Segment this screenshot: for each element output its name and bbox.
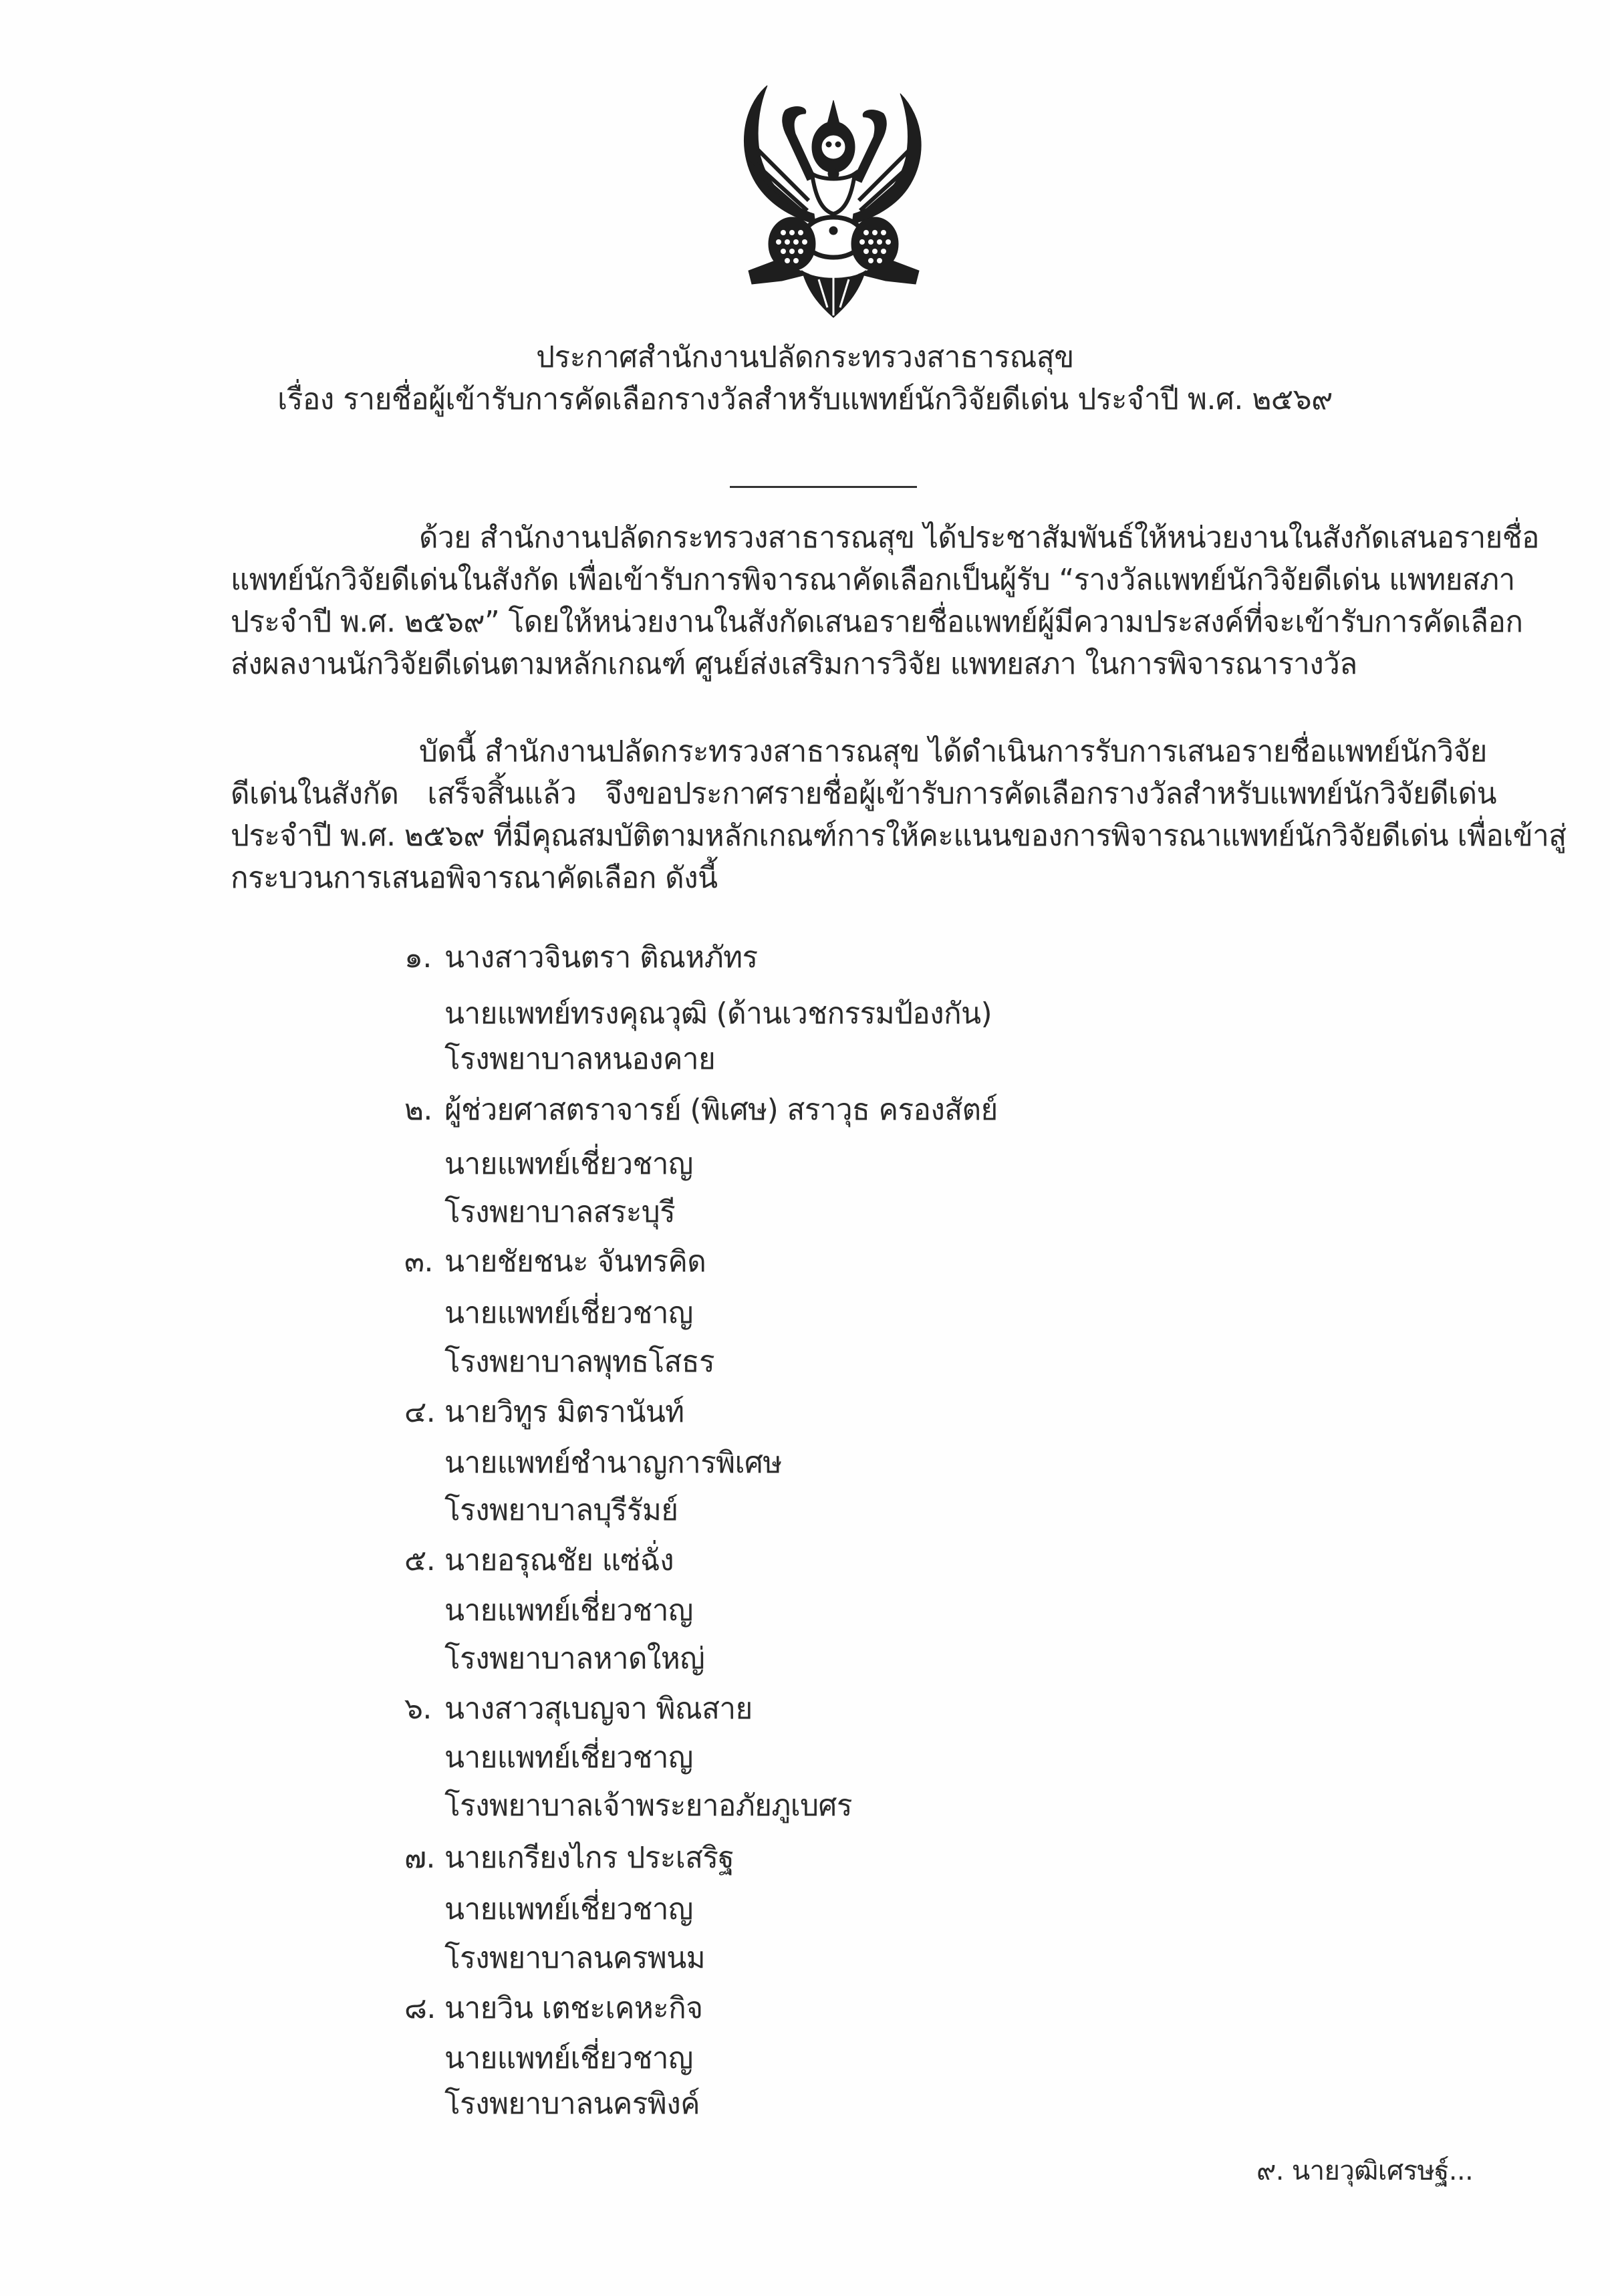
nominee-position: นายแพทย์เชี่ยวชาญ: [444, 2041, 693, 2075]
nominee-number: ๖.: [404, 1692, 432, 1726]
paragraph-line: บัดนี้ สำนักงานปลัดกระทรวงสาธารณสุข ได้ดำเนินการรับการเสนอรายชื่อแพทย์นักวิจัย: [419, 735, 1487, 769]
paragraph-line: ประจำปี พ.ศ. ๒๕๖๙” โดยให้หน่วยงานในสังกัดเสนอรายชื่อแพทย์ผู้มีความประสงค์ที่จะเข้ารับการคัดเลือก: [231, 605, 1523, 639]
paragraph-line: ส่งผลงานนักวิจัยดีเด่นตามหลักเกณฑ์ ศูนย์ส่งเสริมการวิจัย แพทยสภา ในการพิจารณารางวัล: [231, 647, 1357, 681]
garuda-emblem-icon: [728, 80, 939, 321]
nominee-name-line: [404, 1689, 753, 1729]
nominee-name-line: [404, 1392, 684, 1432]
nominee-hospital: โรงพยาบาลหนองคาย: [444, 1042, 716, 1076]
announcement-title: ประกาศสำนักงานปลัดกระทรวงสาธารณสุข: [536, 340, 1074, 374]
nominee-number: ๘.: [404, 1991, 436, 2025]
paragraph-line: แพทย์นักวิจัยดีเด่นในสังกัด เพื่อเข้ารับการพิจารณาคัดเลือกเป็นผู้รับ “รางวัลแพทย์นักวิจัยดีเด่น แพทยสภา: [231, 563, 1515, 597]
nominee-name-line: [404, 1242, 706, 1282]
paragraph-line: กระบวนการเสนอพิจารณาคัดเลือก ดังนี้: [231, 861, 718, 895]
nominee-name: นายวิน เตชะเคหะกิจ: [444, 1991, 703, 2025]
nominee-number: ๑.: [404, 940, 432, 975]
nominee-position: นายแพทย์ชำนาญการพิเศษ: [444, 1446, 782, 1480]
nominee-hospital: โรงพยาบาลเจ้าพระยาอภัยภูเบศร: [444, 1789, 852, 1823]
paragraph-line: ดีเด่นในสังกัด เสร็จสิ้นแล้ว จึงขอประกาศรายชื่อผู้เข้ารับการคัดเลือกรางวัลสำหรับแพทย์นักวิจัยดีเด่น: [231, 777, 1496, 811]
paragraph-line: ด้วย สำนักงานปลัดกระทรวงสาธารณสุข ได้ประชาสัมพันธ์ให้หน่วยงานในสังกัดเสนอรายชื่อ: [419, 521, 1539, 555]
nominee-name-line: [404, 938, 758, 978]
nominee-position: นายแพทย์เชี่ยวชาญ: [444, 1147, 693, 1181]
continuation-note: ๙. นายวุฒิเศรษฐ์...: [1256, 2156, 1474, 2186]
nominee-hospital: โรงพยาบาลนครพิงค์: [444, 2087, 700, 2121]
nominee-number: ๕.: [404, 1543, 436, 1577]
nominee-name: นายวิทูร มิตรานันท์: [444, 1395, 684, 1429]
announcement-subject: เรื่อง รายชื่อผู้เข้ารับการคัดเลือกรางวัลสำหรับแพทย์นักวิจัยดีเด่น ประจำปี พ.ศ. ๒๕๖๙: [277, 382, 1333, 416]
nominee-name-line: [404, 1989, 702, 2029]
nominee-position: นายแพทย์เชี่ยวชาญ: [444, 1892, 693, 1926]
nominee-position: นายแพทย์เชี่ยวชาญ: [444, 1593, 693, 1628]
nominee-hospital: โรงพยาบาลบุรีรัมย์: [444, 1493, 678, 1527]
nominee-name-line: [404, 1838, 734, 1878]
nominee-name: นายอรุณชัย แซ่ฉั่ง: [444, 1543, 674, 1577]
nominee-hospital: โรงพยาบาลหาดใหญ่: [444, 1642, 705, 1676]
nominee-name: ผู้ช่วยศาสตราจารย์ (พิเศษ) สราวุธ ครองสัตย์: [444, 1093, 998, 1127]
nominee-name: นางสาวจินตรา ติณหภัทร: [444, 940, 758, 975]
nominee-hospital: โรงพยาบาลสระบุรี: [444, 1195, 676, 1229]
nominee-number: ๗.: [404, 1841, 435, 1875]
nominee-name: นางสาวสุเบญจา พิณสาย: [444, 1692, 753, 1726]
nominee-number: ๓.: [404, 1245, 433, 1279]
nominee-position: นายแพทย์ทรงคุณวุฒิ (ด้านเวชกรรมป้องกัน): [444, 997, 992, 1031]
nominee-number: ๔.: [404, 1395, 436, 1429]
nominee-position: นายแพทย์เชี่ยวชาญ: [444, 1741, 693, 1775]
nominee-name-line: [404, 1541, 674, 1581]
nominee-number: ๒.: [404, 1093, 432, 1127]
nominee-hospital: โรงพยาบาลนครพนม: [444, 1941, 706, 1975]
nominee-name: นายชัยชนะ จันทรคิด: [444, 1245, 706, 1279]
nominee-position: นายแพทย์เชี่ยวชาญ: [444, 1296, 693, 1330]
nominee-hospital: โรงพยาบาลพุทธโสธร: [444, 1345, 715, 1379]
nominee-name: นายเกรียงไกร ประเสริฐ: [444, 1841, 734, 1875]
nominee-name-line: [404, 1090, 998, 1130]
title-divider: [730, 486, 917, 488]
paragraph-line: ประจำปี พ.ศ. ๒๕๖๙ ที่มีคุณสมบัติตามหลักเกณฑ์การให้คะแนนของการพิจารณาแพทย์นักวิจัยดีเด่น เพื่อเข้าสู่: [231, 819, 1567, 853]
